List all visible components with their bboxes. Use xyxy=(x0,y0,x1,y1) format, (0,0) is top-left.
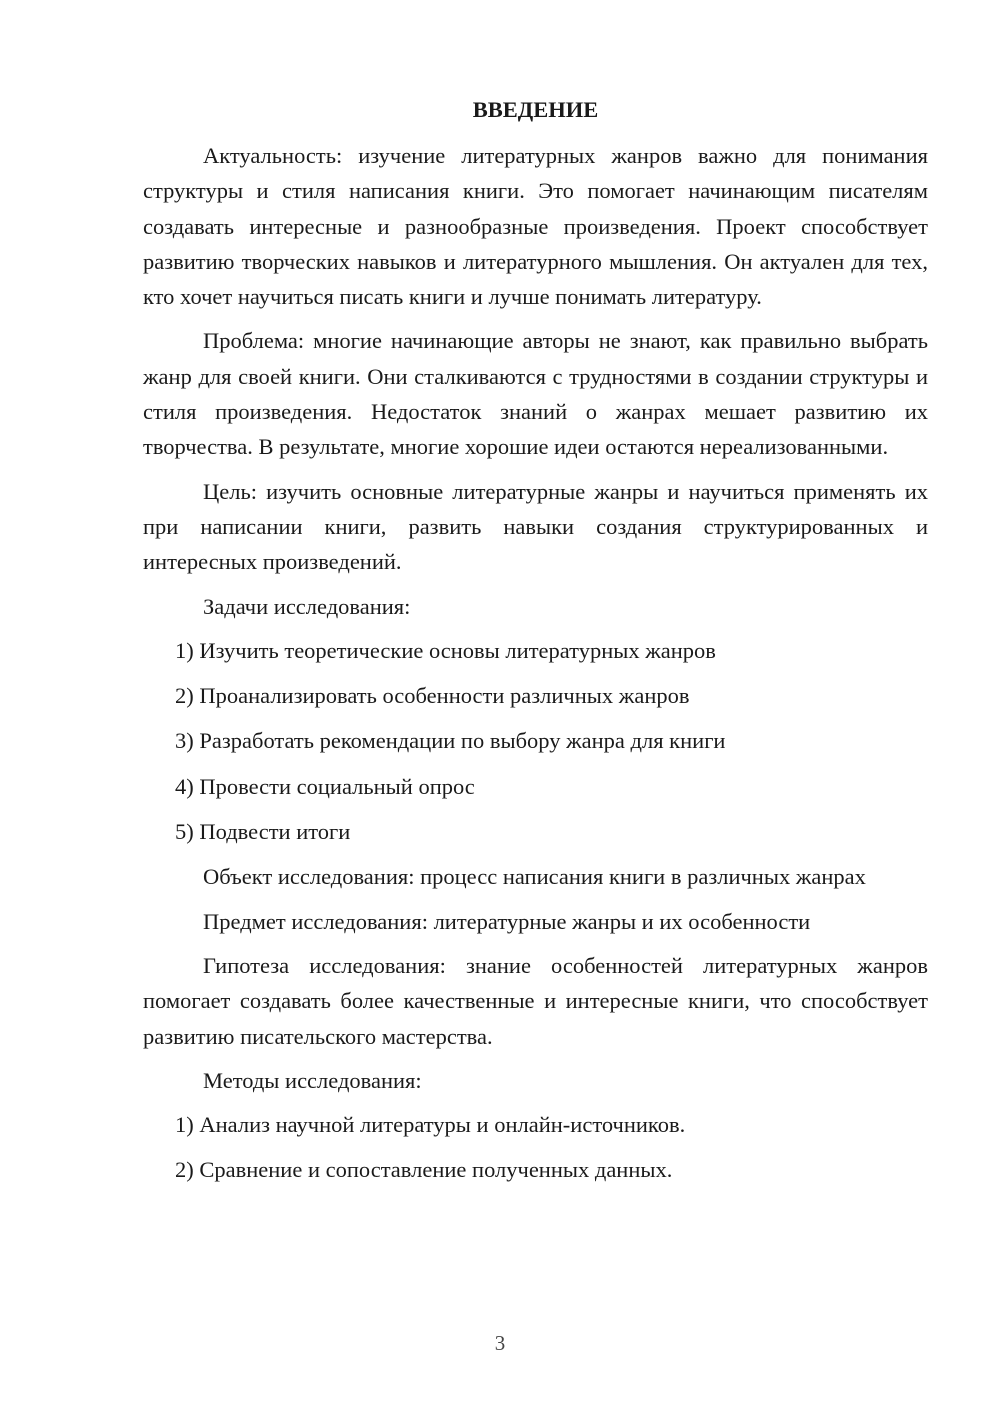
object-paragraph: Объект исследования: процесс написания книги в различных жанрах xyxy=(203,864,866,890)
goal-paragraph: Цель: изучить основные литературные жанры и научиться применять их при написании книги, развить навыки создания структурированных и интересных произведений. xyxy=(143,478,928,575)
task-item: 5) Подвести итоги xyxy=(175,819,351,845)
task-item: 4) Провести социальный опрос xyxy=(175,773,475,799)
task-item: 3) Разработать рекомендации по выбору жанра для книги xyxy=(175,728,726,754)
relevance-paragraph: Актуальность: изучение литературных жанров важно для понимания структуры и стиля написания книги. Это помогает начинающим писателям создавать интересные и разнообразные произведения. Проект способствует развитию творческих навыков и литературного мышления. Он актуален для тех, кто хочет научиться писать книги и лучше понимать литературу. xyxy=(143,143,928,310)
task-item: 1) Изучить теоретические основы литературных жанров xyxy=(175,637,716,663)
subject-paragraph: Предмет исследования: литературные жанры и их особенности xyxy=(203,908,811,934)
tasks-heading: Задачи исследования: xyxy=(203,593,411,619)
method-item: 1) Анализ научной литературы и онлайн-источников. xyxy=(175,1112,686,1138)
hypothesis-paragraph: Гипотеза исследования: знание особенностей литературных жанров помогает создавать более качественные и интересные книги, что способствует развитию писательского мастерства. xyxy=(143,952,928,1049)
problem-paragraph: Проблема: многие начинающие авторы не знают, как правильно выбрать жанр для своей книги. Они сталкиваются с трудностями в создании структуры и стиля произведения. Недостаток знаний о жанрах мешает развитию их творчества. В результате, многие хорошие идеи остаются нереализованными. xyxy=(143,328,928,460)
task-item: 2) Проанализировать особенности различных жанров xyxy=(175,683,690,709)
section-title: ВВЕДЕНИЕ xyxy=(472,97,599,122)
page-number: 3 xyxy=(494,1331,506,1355)
document-page xyxy=(143,92,928,1198)
methods-heading: Методы исследования: xyxy=(203,1067,422,1093)
method-item: 2) Сравнение и сопоставление полученных данных. xyxy=(175,1157,673,1183)
